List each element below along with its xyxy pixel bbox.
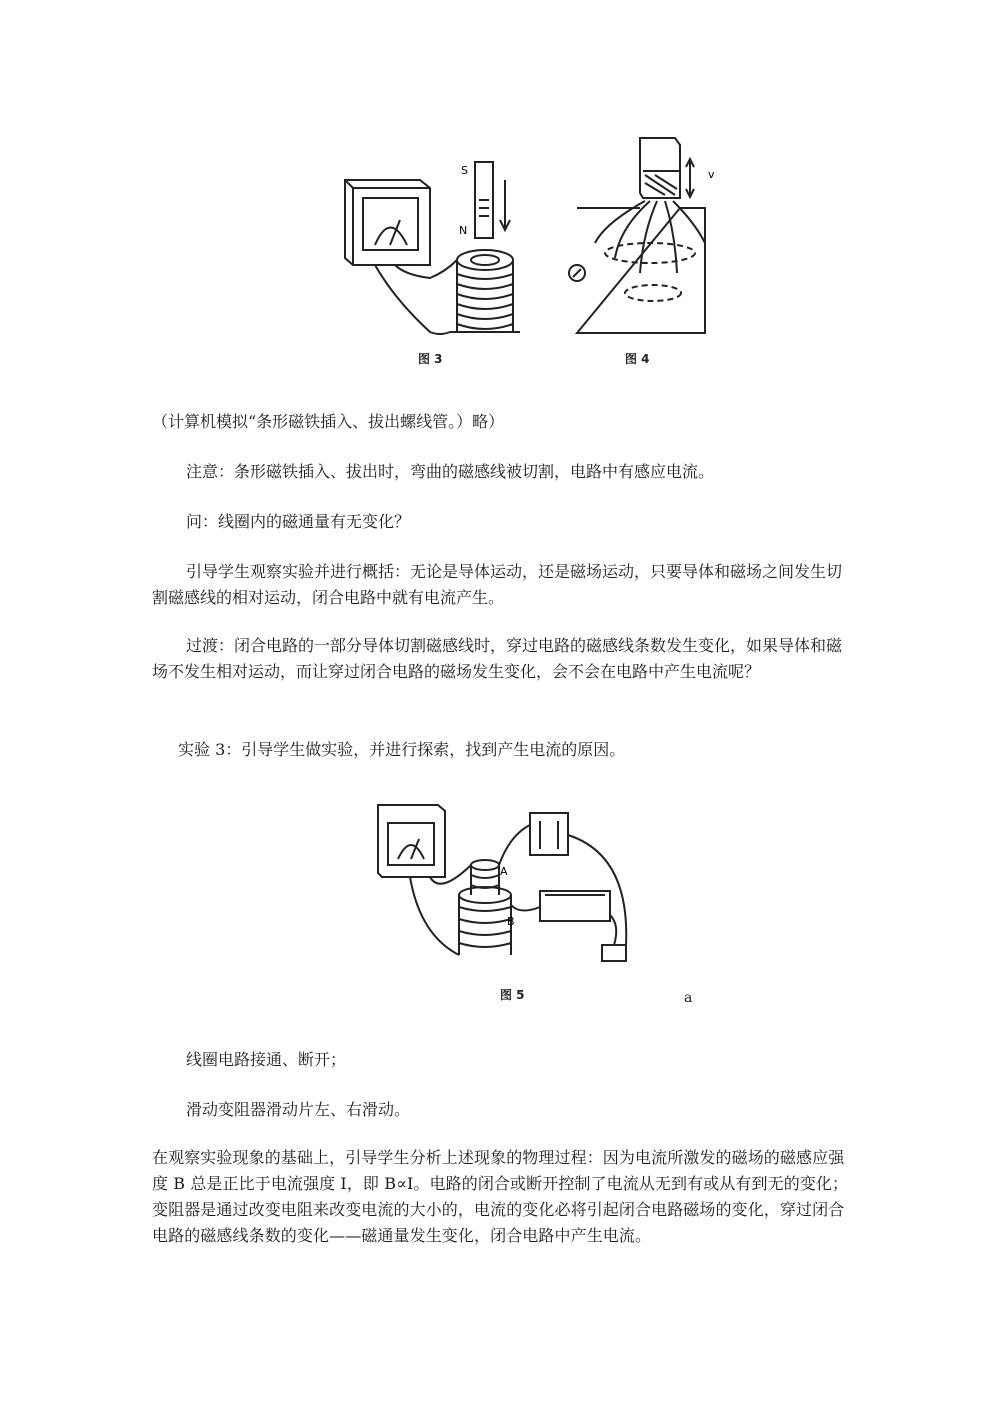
figure-5-caption: 图 5 xyxy=(500,988,525,1002)
label-a: A xyxy=(500,865,508,878)
label-s: S xyxy=(461,164,468,177)
label-v: v xyxy=(708,168,715,181)
paragraph-analysis: 在观察实验现象的基础上，引导学生分析上述现象的物理过程：因为电流所激发的磁场的磁感应强度 B 总是正比于电流强度 I，即 B∝I。电路的闭合或断开控制了电流从无到有或从有到无的变化；变阻器是通过改变电阻来改变电流的大小的，电流的变化必将引起闭合电路磁场的变化，穿过闭合电路的磁感线条数的变化——磁通量发生变化，闭合电路中产生电流。 xyxy=(152,1148,849,1245)
label-n: N xyxy=(459,224,468,237)
figure-3-galvanometer-solenoid xyxy=(335,150,535,350)
figure-4-caption: 图 4 xyxy=(625,352,650,366)
paragraph-summary: 引导学生观察实验并进行概括：无论是导体运动，还是磁场运动，只要导体和磁场之间发生切割磁感线的相对运动，闭合电路中就有电流产生。 xyxy=(152,562,843,607)
paragraph-rheostat: 滑动变阻器滑动片左、右滑动。 xyxy=(186,1100,411,1119)
paragraph-coil-switch: 线圈电路接通、断开； xyxy=(186,1050,347,1069)
paragraph-question: 问：线圈内的磁通量有无变化？ xyxy=(186,512,411,531)
label-b: B xyxy=(507,915,515,928)
figure-5-experiment-setup xyxy=(370,795,650,975)
paragraph-simulation: （计算机模拟“条形磁铁插入、拔出螺线管。）略） xyxy=(152,412,505,431)
paragraph-experiment-3: 实验 3：引导学生做实验，并进行探索，找到产生电流的原因。 xyxy=(178,740,626,759)
figure-4-magnet-field-lines xyxy=(565,133,735,343)
paragraph-transition: 过渡：闭合电路的一部分导体切割磁感线时，穿过电路的磁感线条数发生变化，如果导体和磁场不发生相对运动，而让穿过闭合电路的磁场发生变化，会不会在电路中产生电流呢？ xyxy=(152,636,843,681)
paragraph-note: 注意：条形磁铁插入、拔出时，弯曲的磁感线被切割，电路中有感应电流。 xyxy=(186,462,715,481)
figure-3-caption: 图 3 xyxy=(418,352,443,366)
figure-5-side-note: a xyxy=(684,990,693,1006)
